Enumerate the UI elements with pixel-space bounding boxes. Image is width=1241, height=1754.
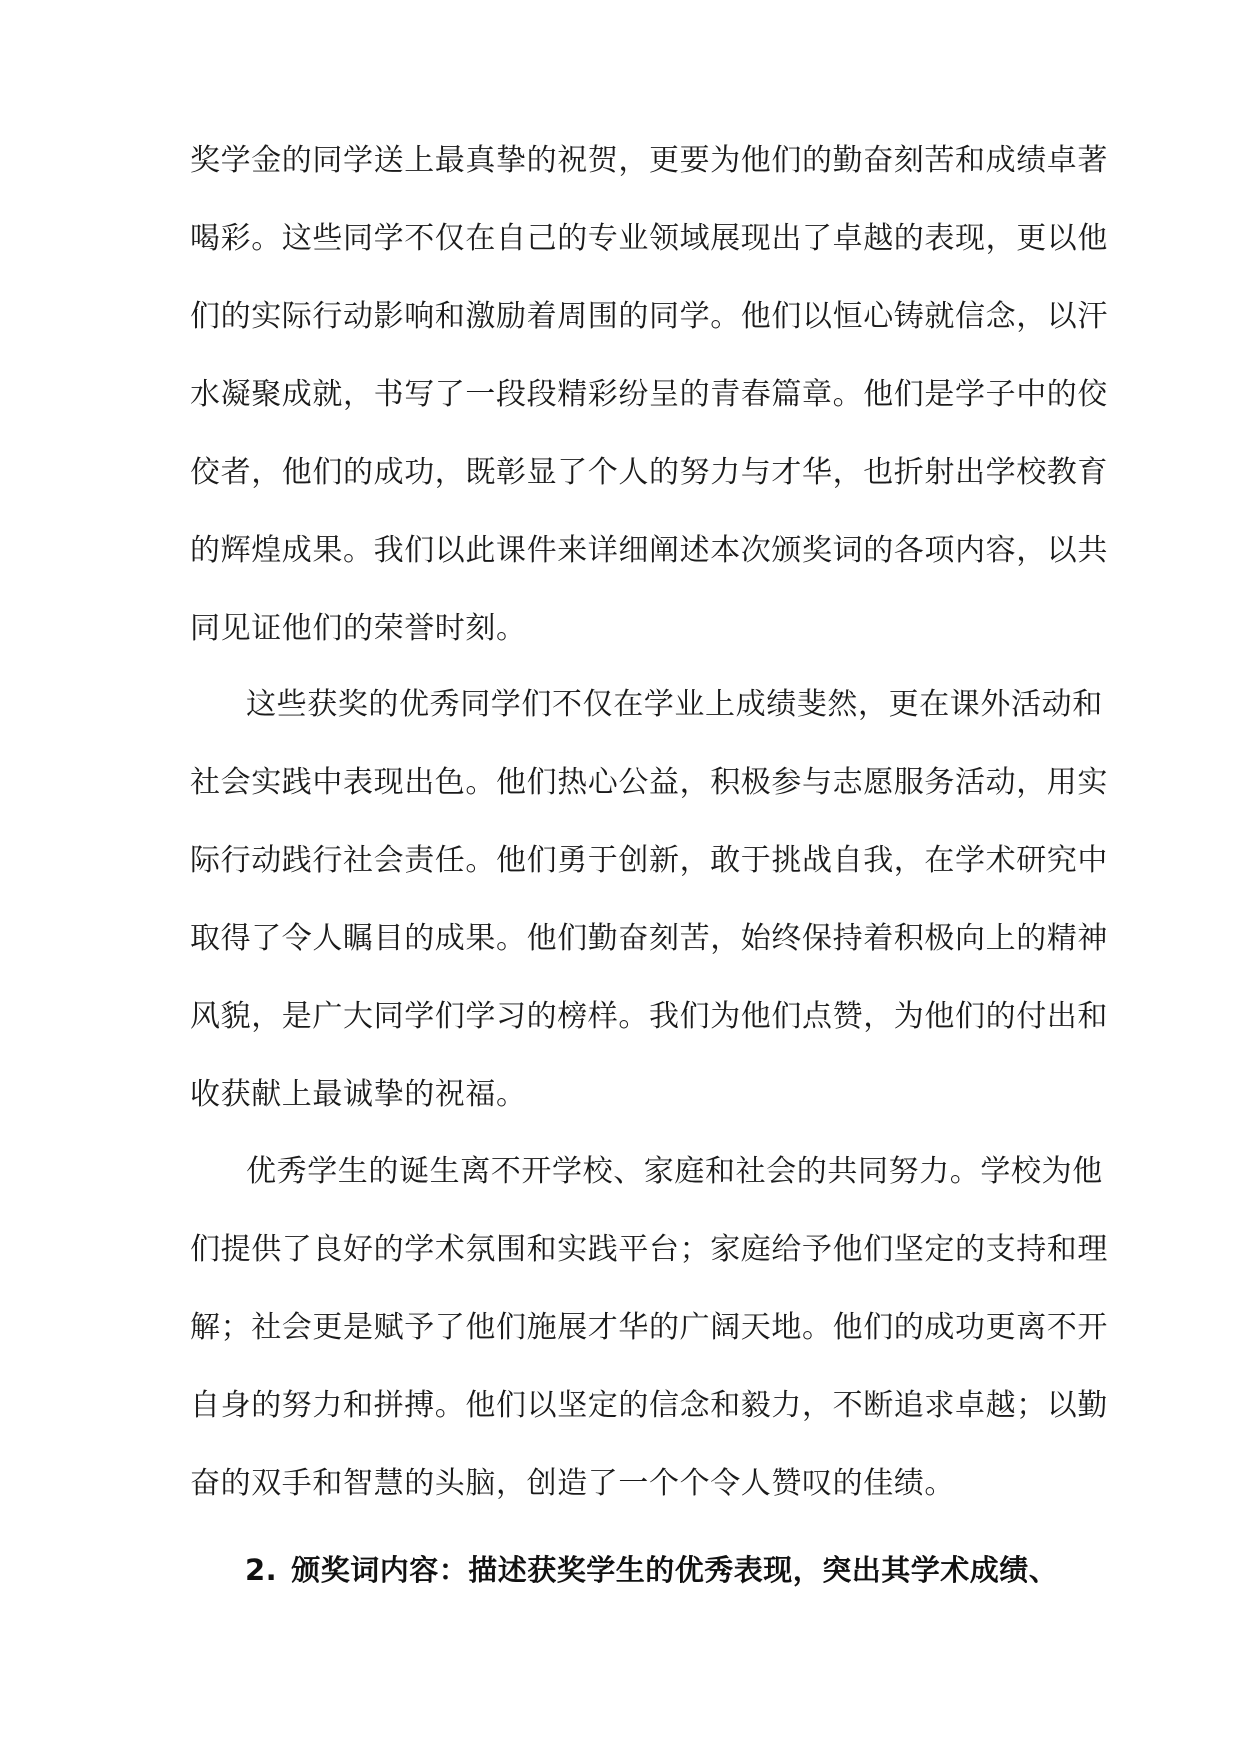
section-heading (245, 1531, 1058, 1609)
paragraph-line: 社会实践中表现出色。他们热心公益，积极参与志愿服务活动，用实 (190, 765, 1108, 800)
paragraph-line: 际行动践行社会责任。他们勇于创新，敢于挑战自我，在学术研究中 (190, 843, 1108, 878)
section-number: 2. (245, 1553, 278, 1587)
paragraph-line: 们的实际行动影响和激励着周围的同学。他们以恒心铸就信念，以汗 (190, 299, 1108, 334)
paragraph-line: 风貌，是广大同学们学习的榜样。我们为他们点赞，为他们的付出和 (190, 999, 1108, 1034)
paragraph-line: 的辉煌成果。我们以此课件来详细阐述本次颁奖词的各项内容，以共 (190, 533, 1108, 568)
paragraph-line: 这些获奖的优秀同学们不仅在学业上成绩斐然，更在课外活动和 (246, 687, 1103, 722)
paragraph-line: 自身的努力和拼搏。他们以坚定的信念和毅力，不断追求卓越；以勤 (190, 1388, 1108, 1423)
paragraph-line: 奖学金的同学送上最真挚的祝贺，更要为他们的勤奋刻苦和成绩卓著 (190, 143, 1108, 178)
paragraph-line: 解；社会更是赋予了他们施展才华的广阔天地。他们的成功更离不开 (190, 1310, 1108, 1345)
paragraph-line: 佼者，他们的成功，既彰显了个人的努力与才华，也折射出学校教育 (190, 455, 1108, 490)
paragraph-line: 收获献上最诚挚的祝福。 (190, 1077, 527, 1112)
paragraph-line: 水凝聚成就，书写了一段段精彩纷呈的青春篇章。他们是学子中的佼 (190, 377, 1108, 412)
paragraph-line: 们提供了良好的学术氛围和实践平台；家庭给予他们坚定的支持和理 (190, 1232, 1108, 1267)
paragraph-line: 同见证他们的荣誉时刻。 (190, 611, 527, 646)
paragraph-line: 喝彩。这些同学不仅在自己的专业领域展现出了卓越的表现，更以他 (190, 221, 1108, 256)
section-heading-text: 颁奖词内容：描述获奖学生的优秀表现，突出其学术成绩、 (291, 1553, 1059, 1587)
paragraph-line: 优秀学生的诞生离不开学校、家庭和社会的共同努力。学校为他 (246, 1154, 1103, 1189)
paragraph-line: 奋的双手和智慧的头脑，创造了一个个令人赞叹的佳绩。 (190, 1466, 955, 1501)
paragraph-line: 取得了令人瞩目的成果。他们勤奋刻苦，始终保持着积极向上的精神 (190, 921, 1108, 956)
